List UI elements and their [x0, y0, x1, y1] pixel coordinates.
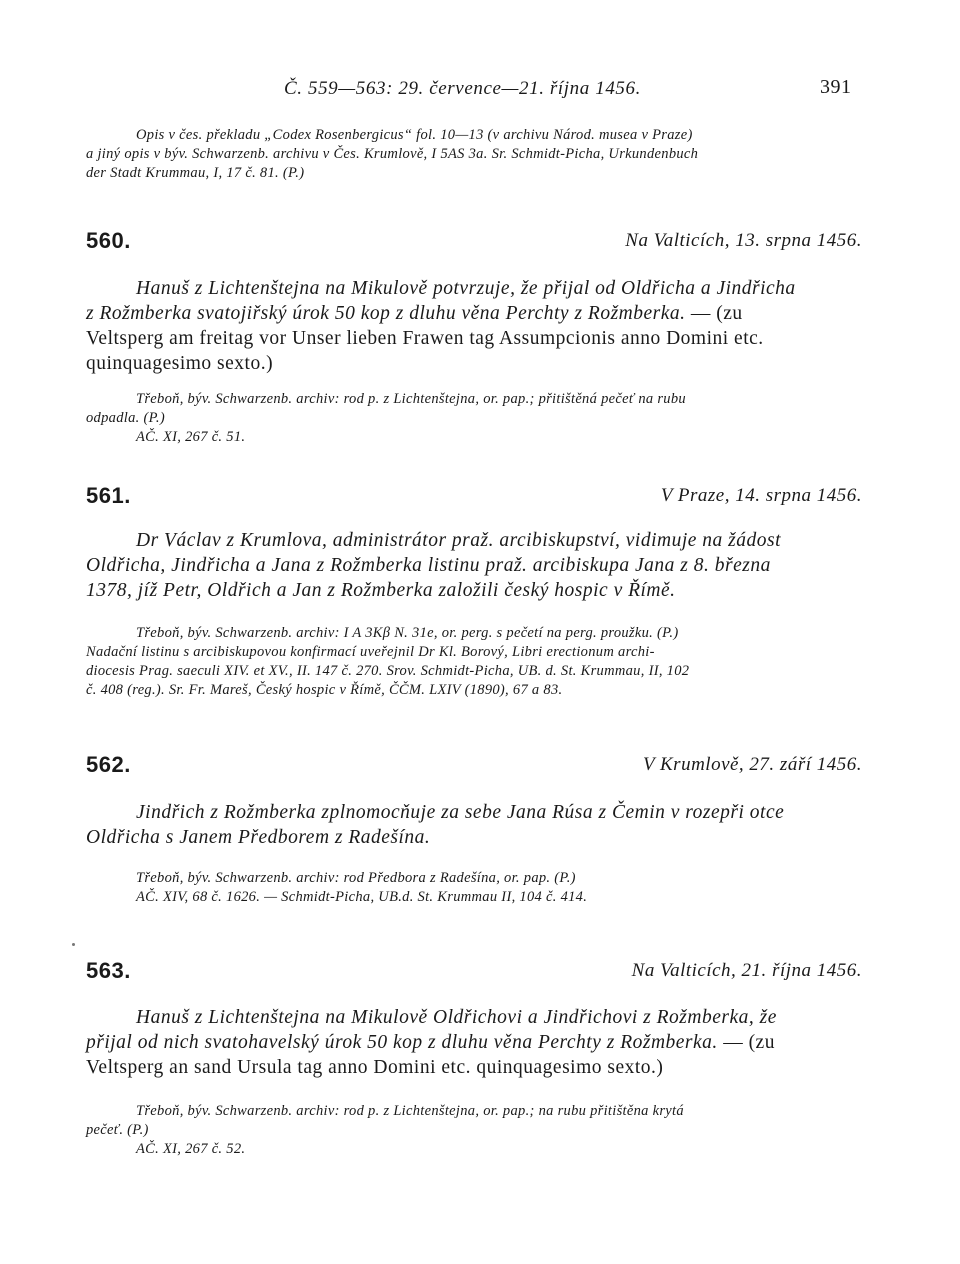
regest-line: Jindřich z Rožmberka zplnomocňuje za sebe Jana Rúsa z Čemin v rozepři otce — [136, 802, 785, 823]
regest-italic: Hanuš z Lichtenštejna na Mikulově potvrzuje, že přijal od Oldřicha a Jindřicha — [136, 278, 796, 299]
note-line: Nadační listinu s arcibiskupovou konfirmací uveřejnil Dr Kl. Borový, Libri erectionum archi- — [86, 644, 655, 660]
document-place-date: Na Valticích, 21. října 1456. — [631, 960, 862, 981]
note-line: AČ. XI, 267 č. 52. — [136, 1141, 246, 1157]
regest-italic: z Rožmberka svatojiřský úrok 50 kop z dluhu věna Perchty z Rožmberka. — [86, 303, 686, 324]
source-note-562 — [86, 869, 862, 907]
regest-roman: — (zu — [717, 1032, 775, 1053]
page-number: 391 — [820, 76, 852, 98]
note-line: Třeboň, býv. Schwarzenb. archiv: I A 3Kβ N. 31e, or. perg. s pečetí na perg. proužku. (P.) — [136, 625, 679, 641]
running-head: Č. 559—563: 29. července—21. října 1456. — [284, 78, 641, 99]
regest-roman: — (zu — [685, 303, 743, 324]
regest-line — [86, 1030, 862, 1055]
regest-563 — [86, 1005, 862, 1080]
document-place-date: V Praze, 14. srpna 1456. — [660, 485, 862, 506]
note-line: pečeť. (P.) — [86, 1122, 149, 1138]
note-line: AČ. XIV, 68 č. 1626. — Schmidt-Picha, UB.d. St. Krummau II, 104 č. 414. — [136, 889, 588, 905]
regest-line — [86, 1055, 862, 1080]
regest-line: 1378, jíž Petr, Oldřich a Jan z Rožmberka založili český hospic v Římě. — [86, 580, 676, 601]
regest-line: Oldřicha s Janem Předborem z Radešína. — [86, 827, 431, 848]
document-header-561 — [86, 483, 862, 511]
note-line: Třeboň, býv. Schwarzenb. archiv: rod p. z Lichtenštejna, or. pap.; přitištěná pečeť na rubu — [136, 391, 686, 407]
document-header-563 — [86, 958, 862, 986]
regest-560 — [86, 276, 862, 376]
note-line: Opis v čes. překladu „Codex Rosenbergicus“ fol. 10—13 (v archivu Národ. musea v Praze) — [136, 127, 693, 143]
note-line: AČ. XI, 267 č. 51. — [136, 429, 246, 445]
regest-roman: Veltsperg an sand Ursula tag anno Domini etc. quinquagesimo sexto.) — [86, 1057, 664, 1078]
document-number: 562. — [86, 752, 131, 777]
regest-line — [86, 276, 862, 301]
document-number: 561. — [86, 483, 131, 508]
regest-561 — [86, 528, 862, 603]
note-line: diocesis Prag. saeculi XIV. et XV., II. 147 č. 270. Srov. Schmidt-Picha, UB. d. St. Krummau, II, 102 — [86, 663, 690, 679]
document-place-date: Na Valticích, 13. srpna 1456. — [625, 230, 862, 251]
note-line: a jiný opis v býv. Schwarzenb. archivu v Čes. Krumlově, I 5AS 3a. Sr. Schmidt-Picha, Urkundenbuch — [86, 146, 699, 162]
regest-line — [86, 351, 862, 376]
regest-562 — [86, 800, 862, 850]
document-number: 560. — [86, 228, 131, 253]
regest-line: Dr Václav z Krumlova, administrátor praž. arcibiskupství, vidimuje na žádost — [136, 530, 782, 551]
regest-line — [86, 301, 862, 326]
note-line: der Stadt Krummau, I, 17 č. 81. (P.) — [86, 165, 305, 181]
note-line: Třeboň, býv. Schwarzenb. archiv: rod Předbora z Radešína, or. pap. (P.) — [136, 870, 576, 886]
regest-line — [86, 326, 862, 351]
source-note-561 — [86, 624, 862, 700]
note-line: odpadla. (P.) — [86, 410, 165, 426]
note-line: č. 408 (reg.). Sr. Fr. Mareš, Český hospic v Římě, ČČM. LXIV (1890), 67 a 83. — [86, 682, 563, 698]
source-note-560 — [86, 390, 862, 447]
document-number: 563. — [86, 958, 131, 983]
note-line: Třeboň, býv. Schwarzenb. archiv: rod p. z Lichtenštejna, or. pap.; na rubu přitištěna krytá — [136, 1103, 684, 1119]
regest-italic: přijal od nich svatohavelský úrok 50 kop z dluhu věna Perchty z Rožmberka. — [86, 1032, 718, 1053]
regest-roman: Veltsperg am freitag vor Unser lieben Frawen tag Assumpcionis anno Domini etc. — [86, 328, 764, 349]
document-header-562 — [86, 752, 862, 780]
document-header-560 — [86, 228, 862, 256]
regest-line — [86, 1005, 862, 1030]
document-place-date: V Krumlově, 27. září 1456. — [642, 754, 862, 775]
regest-line: Oldřicha, Jindřicha a Jana z Rožmberka listinu praž. arcibiskupa Jana z 8. března — [86, 555, 771, 576]
page-speck — [72, 943, 75, 946]
source-note-563 — [86, 1102, 862, 1159]
regest-roman: quinquagesimo sexto.) — [86, 353, 274, 374]
regest-italic: Hanuš z Lichtenštejna na Mikulově Oldřichovi a Jindřichovi z Rožmberka, že — [136, 1007, 777, 1028]
source-note-previous — [86, 126, 862, 183]
